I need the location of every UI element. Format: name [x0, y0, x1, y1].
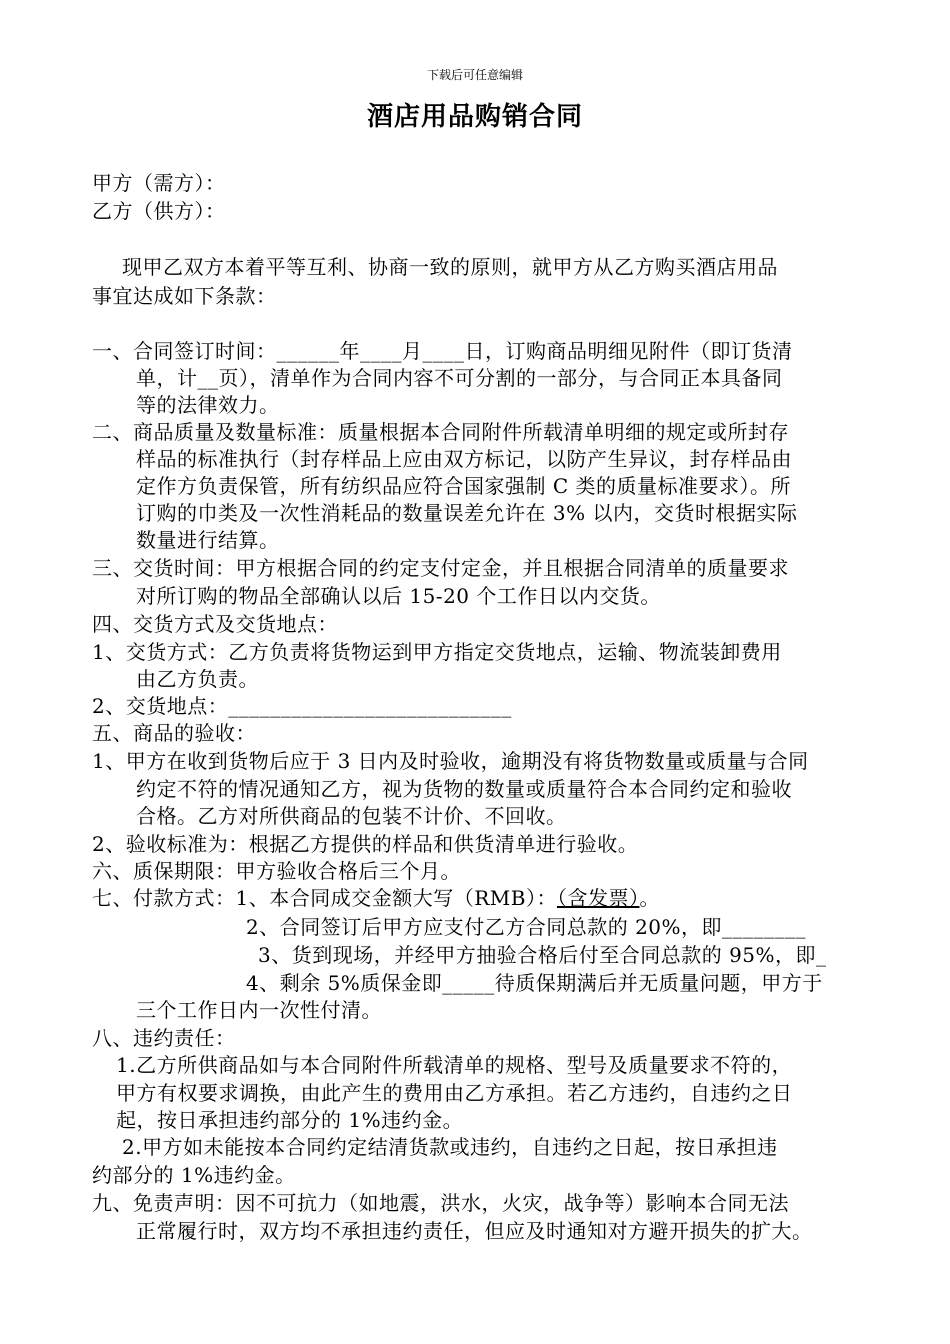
contract-line: 甲方有权要求调换，由此产生的费用由乙方承担。若乙方违约，自违约之日: [116, 1081, 793, 1105]
contract-line: 八、违约责任：: [92, 1026, 236, 1050]
contract-line: 四、交货方式及交货地点：: [92, 612, 338, 636]
contract-line: 甲方（需方）：: [92, 171, 226, 195]
contract-line: 五、商品的验收：: [92, 721, 256, 745]
contract-line: 现甲乙双方本着平等互利、协商一致的原则，就甲方从乙方购买酒店用品: [122, 255, 778, 279]
contract-line: 乙方（供方）：: [92, 199, 226, 223]
contract-line: 订购的巾类及一次性消耗品的数量误差允许在 3% 以内，交货时根据实际: [136, 501, 798, 525]
contract-line: 2、合同签订后甲方应支付乙方合同总款的 20%，即________: [246, 915, 807, 939]
contract-line: 1、甲方在收到货物后应于 3 日内及时验收，逾期没有将货物数量或质量与合同: [92, 749, 809, 773]
contract-line: 样品的标准执行（封存样品上应由双方标记，以防产生异议，封存样品由: [136, 447, 792, 471]
contract-line: 2、验收标准为：根据乙方提供的样品和供货清单进行验收。: [92, 832, 639, 856]
contract-line: 单，计__页），清单作为合同内容不可分割的一部分，与合同正本具备同: [136, 366, 783, 390]
contract-line: 九、免责声明：因不可抗力（如地震，洪水，火灾，战争等）影响本合同无法: [92, 1191, 789, 1215]
contract-line: 定作方负责保管，所有纺织品应符合国家强制 C 类的质量标准要求）。所: [136, 474, 792, 498]
contract-line: 七、付款方式：1、本合同成交金额大写（RMB）：（含发票）。: [92, 886, 660, 910]
invoice-note: （含发票）: [556, 886, 640, 910]
contract-line: 1、交货方式：乙方负责将货物运到甲方指定交货地点，运输、物流装卸费用: [92, 640, 782, 664]
contract-line: 约部分的 1%违约金。: [92, 1163, 296, 1187]
contract-line: 由乙方负责。: [136, 667, 259, 691]
contract-line: 起，按日承担违约部分的 1%违约金。: [116, 1108, 464, 1132]
contract-line: 一、合同签订时间：______年____月____日，订购商品明细见附件（即订货清: [92, 339, 793, 363]
contract-line: 二、商品质量及数量标准：质量根据本合同附件所载清单明细的规定或所封存: [92, 420, 789, 444]
document-title: 酒店用品购销合同: [366, 102, 583, 132]
contract-line: 约定不符的情况通知乙方，视为货物的数量或质量符合本合同约定和验收: [136, 777, 792, 801]
contract-line: 3、货到现场，并经甲方抽验合格后付至合同总款的 95%，即_: [258, 943, 827, 967]
contract-line: 1.乙方所供商品如与本合同附件所载清单的规格、型号及质量要求不符的，: [116, 1053, 793, 1077]
contract-line: 事宜达成如下条款：: [92, 284, 277, 308]
contract-line: 合格。乙方对所供商品的包装不计价、不回收。: [136, 804, 567, 828]
page-header: 下载后可任意编辑: [426, 68, 523, 82]
contract-line: 六、质保期限：甲方验收合格后三个月。: [92, 859, 461, 883]
contract-line: 2、交货地点：___________________________: [92, 694, 512, 718]
contract-line: 三个工作日内一次性付清。: [136, 998, 382, 1022]
contract-line: 正常履行时，双方均不承担违约责任，但应及时通知对方避开损失的扩大。: [136, 1219, 813, 1243]
contract-line: 对所订购的物品全部确认以后 15-20 个工作日以内交货。: [136, 584, 661, 608]
contract-line: 等的法律效力。: [136, 393, 280, 417]
contract-line: 三、交货时间：甲方根据合同的约定支付定金，并且根据合同清单的质量要求: [92, 556, 789, 580]
contract-line: 数量进行结算。: [136, 528, 280, 552]
contract-line: 4、剩余 5%质保金即_____待质保期满后并无质量问题，甲方于: [246, 971, 823, 995]
contract-line: 2.甲方如未能按本合同约定结清货款或违约，自违约之日起，按日承担违: [122, 1135, 778, 1159]
